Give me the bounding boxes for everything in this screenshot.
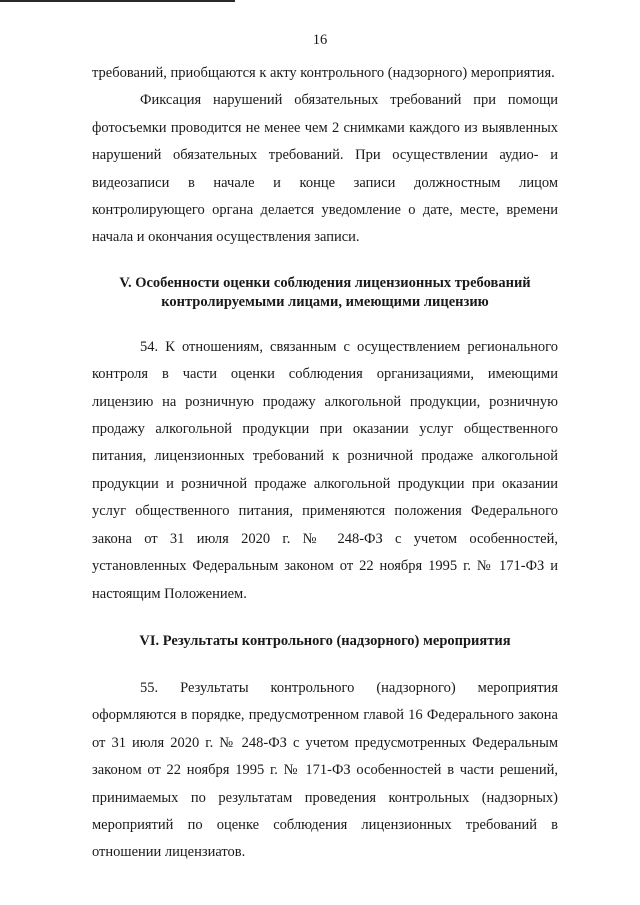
section-5-heading-line-1: V. Особенности оценки соблюдения лицензионных требований bbox=[119, 274, 531, 291]
paragraph-55: 55. Результаты контрольного (надзорного) мероприятия оформляются в порядке, предусмотренном главой 16 Федерального закона от 31 июля 2020 г. № 248-ФЗ с учетом предусмотренных Федеральным законом от 22 ноября 1995 г. № 171-ФЗ особенностей в части решений, принимаемых по результатам проведения контрольных (надзорных) мероприятий по оценке соблюдения лицензионных требований в отношении лицензиатов. bbox=[92, 679, 558, 861]
page-number: 16 bbox=[312, 32, 328, 48]
top-border-line bbox=[0, 0, 235, 2]
section-5-heading-line-2: контролируемыми лицами, имеющими лицензию bbox=[161, 293, 489, 310]
section-5-heading bbox=[92, 274, 558, 312]
paragraph-photo-fixation: Фиксация нарушений обязательных требований при помощи фотосъемки проводится не менее чем 2 снимками каждого из выявленных нарушений обязательных требований. При осуществлении аудио- и видеозаписи в начале и конце записи должностным лицом контролирующего органа делается уведомление о дате, месте, времени начала и окончания осуществления записи. bbox=[92, 92, 558, 246]
paragraph-54: 54. К отношениям, связанным с осуществлением регионального контроля в части оценки соблюдения организациями, имеющими лицензию на розничную продажу алкогольной продукции, розничную продажу алкогольной продукции при оказании услуг общественного питания, лицензионных требований к розничной продаже алкогольной продукции и розничной продаже алкогольной продукции при оказании услуг общественного питания, применяются положения Федерального закона от 31 июля 2020 г. № 248-ФЗ с учетом особенностей, установленных Федеральным законом от 22 ноября 1995 г. № 171-ФЗ и настоящим Положением. bbox=[92, 338, 558, 602]
document-body bbox=[92, 60, 558, 867]
paragraph-continuation: требований, приобщаются к акту контрольного (надзорного) мероприятия. bbox=[92, 65, 555, 81]
section-6-heading: VI. Результаты контрольного (надзорного) мероприятия bbox=[139, 632, 511, 649]
